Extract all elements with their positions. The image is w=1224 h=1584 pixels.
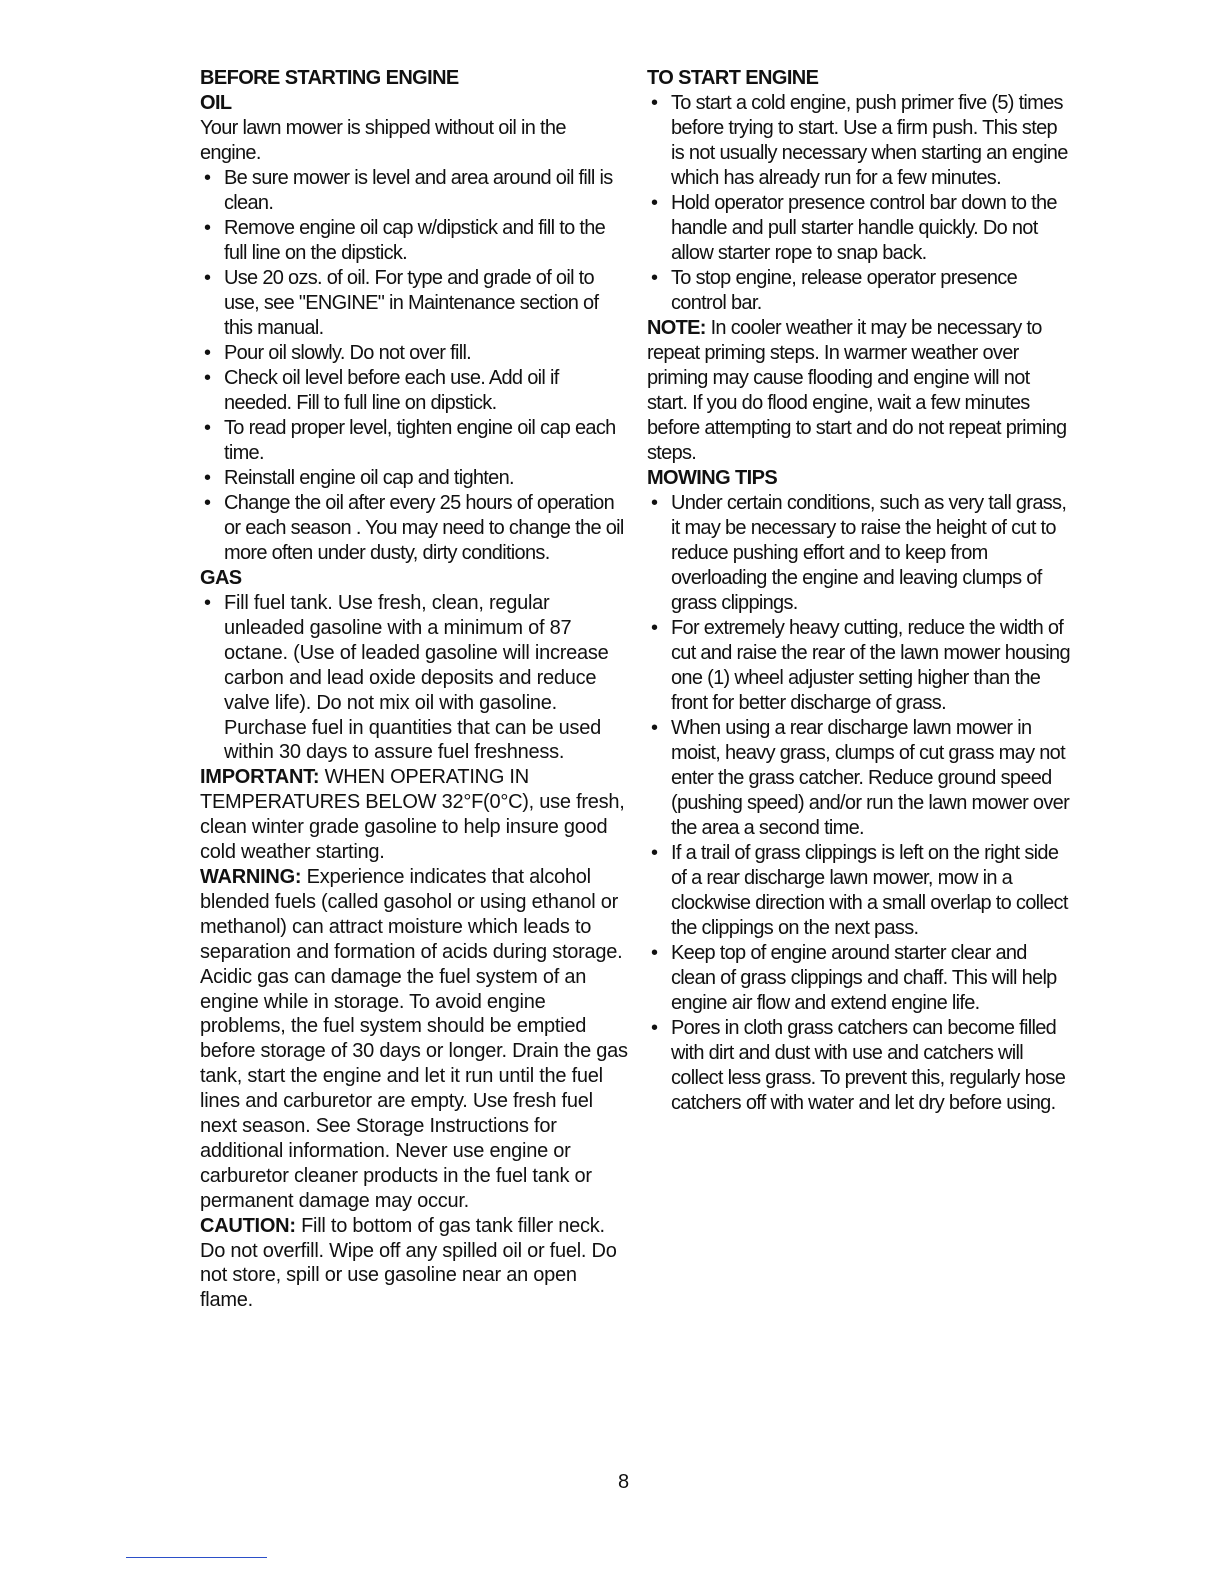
list-item: • Pour oil slowly. Do not over fill. (204, 342, 472, 364)
list-item: • To start a cold engine, push primer five (5) times before trying to start. Use a firm push. This step is not usually necessary when starting an engine which has already run for a few minutes. (651, 92, 1068, 189)
important-paragraph (200, 765, 630, 865)
left-column (200, 66, 630, 1313)
important-text: WHEN OPERATING IN TEMPERATURES BELOW 32°F(0°C), use fresh, clean winter grade gasoline to help insure good cold weather starting. (200, 766, 625, 864)
warning-label: WARNING: (200, 865, 302, 888)
caution-text: Fill to bottom of gas tank filler neck. Do not overfill. Wipe off any spilled oil or fuel. Do not store, spill or use gasoline near an open flame. (200, 1214, 617, 1312)
list-item: • Hold operator presence control bar down to the handle and pull starter handle quickly. Do not allow starter rope to snap back. (651, 192, 1057, 264)
right-column (647, 66, 1072, 1116)
bullet-icon: • (651, 492, 658, 514)
bullet-icon: • (651, 267, 658, 289)
bullet-icon: • (204, 592, 211, 614)
list-item: • Under certain conditions, such as very tall grass, it may be necessary to raise the height of cut to reduce pushing effort and to keep from overloading the engine and leaving clumps of grass clippings. (651, 492, 1067, 614)
caution-paragraph (200, 1214, 630, 1314)
list-item: • Fill fuel tank. Use fresh, clean, regular unleaded gasoline with a minimum of 87 octane. (Use of leaded gasoline will increase carbon and lead oxide deposits and reduce valve life). Do not mix oil with gasoline. Purchase fuel in quantities that can be used within 30 days to assure fuel freshness. (204, 592, 609, 764)
bullet-icon: • (651, 842, 658, 864)
gas-heading: GAS (200, 567, 242, 589)
page-number: 8 (618, 1471, 630, 1493)
list-item: • Pores in cloth grass catchers can become filled with dirt and dust with use and catchers will collect less grass. To prevent this, regularly hose catchers off with water and let dry before using. (651, 1017, 1066, 1114)
mowing-bullet-list (647, 491, 1072, 1116)
list-item: • Be sure mower is level and area around oil fill is clean. (204, 167, 613, 214)
bullet-icon: • (651, 942, 658, 964)
bullet-icon: • (204, 367, 211, 389)
list-item: • Check oil level before each use. Add oil if needed. Fill to full line on dipstick. (204, 367, 559, 414)
warning-paragraph (200, 865, 630, 1214)
list-item: • Change the oil after every 25 hours of operation or each season . You may need to change the oil more often under dusty, dirty conditions. (204, 492, 624, 564)
list-item: • When using a rear discharge lawn mower in moist, heavy grass, clumps of cut grass may not enter the grass catcher. Reduce ground speed (pushing speed) and/or run the lawn mower over the area a second time. (651, 717, 1070, 839)
before-starting-heading: BEFORE STARTING ENGINE (200, 67, 459, 89)
bullet-icon: • (204, 342, 211, 364)
gas-bullet-list (200, 591, 630, 765)
bullet-icon: • (204, 267, 211, 289)
list-item: • To read proper level, tighten engine oil cap each time. (204, 417, 616, 464)
important-label: IMPORTANT: (200, 766, 320, 789)
bullet-icon: • (651, 717, 658, 739)
bullet-icon: • (651, 92, 658, 114)
warning-text: Experience indicates that alcohol blended fuels (called gasohol or using ethanol or methanol) can attract moisture which leads to separation and formation of acids during storage. Acidic gas can damage the fuel system of an engine while in storage. To avoid engine problems, the fuel system should be emptied before storage of 30 days or longer. Drain the gas tank, start the engine and let it run until the fuel lines and carburetor are empty. Use fresh fuel next season. See Storage Instructions for additional information. Never use engine or carburetor cleaner products in the fuel tank or permanent damage may occur. (200, 865, 628, 1212)
caution-label: CAUTION: (200, 1214, 296, 1237)
oil-bullet-list (200, 166, 630, 566)
to-start-engine-heading: TO START ENGINE (647, 67, 819, 89)
list-item: • Use 20 ozs. of oil. For type and grade of oil to use, see "ENGINE" in Maintenance section of this manual. (204, 267, 599, 339)
oil-intro: Your lawn mower is shipped without oil in the engine. (200, 117, 566, 164)
list-item: • To stop engine, release operator presence control bar. (651, 267, 1017, 314)
bullet-icon: • (651, 617, 658, 639)
bullet-icon: • (204, 417, 211, 439)
note-paragraph (647, 316, 1072, 466)
list-item: • For extremely heavy cutting, reduce the width of cut and raise the rear of the lawn mower housing one (1) wheel adjuster setting higher than the front for better discharge of grass. (651, 617, 1070, 714)
note-text: In cooler weather it may be necessary to repeat priming steps. In warmer weather over priming may cause flooding and engine will not start. If you do flood engine, wait a few minutes before attempting to start and do not repeat priming steps. (647, 317, 1067, 464)
note-label: NOTE: (647, 317, 706, 339)
bullet-icon: • (204, 492, 211, 514)
mowing-tips-heading: MOWING TIPS (647, 467, 778, 489)
footnote-rule (126, 1557, 267, 1558)
list-item: • Remove engine oil cap w/dipstick and fill to the full line on the dipstick. (204, 217, 606, 264)
list-item: • If a trail of grass clippings is left on the right side of a rear discharge lawn mower, mow in a clockwise direction with a small overlap to collect the clippings on the next pass. (651, 842, 1068, 939)
bullet-icon: • (651, 1017, 658, 1039)
list-item: • Keep top of engine around starter clear and clean of grass clippings and chaff. This will help engine air flow and extend engine life. (651, 942, 1057, 1014)
bullet-icon: • (204, 167, 211, 189)
list-item: • Reinstall engine oil cap and tighten. (204, 467, 514, 489)
start-bullet-list (647, 91, 1072, 316)
oil-heading: OIL (200, 92, 232, 114)
bullet-icon: • (204, 467, 211, 489)
bullet-icon: • (204, 217, 211, 239)
bullet-icon: • (651, 192, 658, 214)
